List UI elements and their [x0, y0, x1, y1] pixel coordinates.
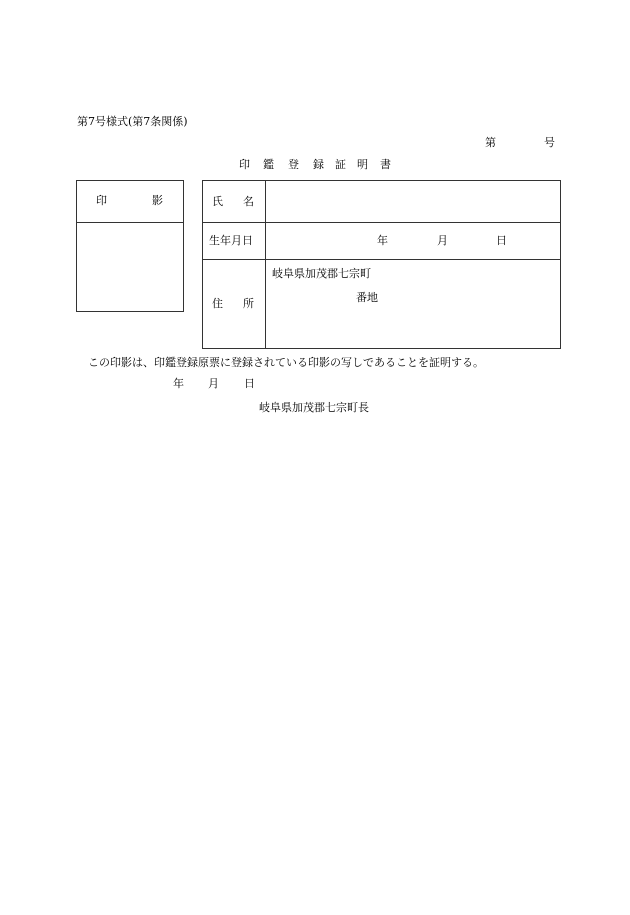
issue-month-unit: 月: [208, 377, 219, 390]
birth-day-unit: 日: [496, 234, 507, 247]
name-label-char: 名: [243, 195, 254, 208]
number-prefix: 第: [485, 136, 496, 149]
address-label-char: 住: [212, 297, 223, 310]
issue-day-unit: 日: [244, 377, 255, 390]
name-label-char: 氏: [212, 195, 223, 208]
title-char: 明: [357, 158, 368, 171]
birth-year-unit: 年: [377, 234, 388, 247]
issuer-name: 岐阜県加茂郡七宗町長: [259, 401, 369, 414]
seal-label-char: 印: [96, 194, 107, 207]
form-label: 第7号様式(第7条関係): [77, 115, 188, 128]
birth-date-label: 生年月日: [209, 234, 253, 247]
title-char: 証: [335, 158, 346, 171]
title-char: 鑑: [263, 158, 274, 171]
seal-label-char: 影: [152, 194, 163, 207]
certification-text: この印影は、印鑑登録原票に登録されている印影の写しであることを証明する。: [88, 356, 484, 369]
seal-impression-area[interactable]: [77, 223, 183, 311]
title-char: 録: [313, 158, 324, 171]
title-char: 書: [380, 158, 391, 171]
title-char: 登: [288, 158, 299, 171]
info-table-row-divider: [202, 259, 561, 260]
issue-year-unit: 年: [173, 377, 184, 390]
title-char: 印: [239, 158, 250, 171]
info-table: [202, 180, 561, 349]
address-line-2: 番地: [356, 291, 378, 304]
info-table-row-divider: [202, 222, 561, 223]
info-table-column-divider: [265, 180, 266, 349]
number-suffix: 号: [544, 136, 555, 149]
birth-month-unit: 月: [437, 234, 448, 247]
address-label-char: 所: [243, 297, 254, 310]
address-line-1: 岐阜県加茂郡七宗町: [272, 267, 371, 280]
